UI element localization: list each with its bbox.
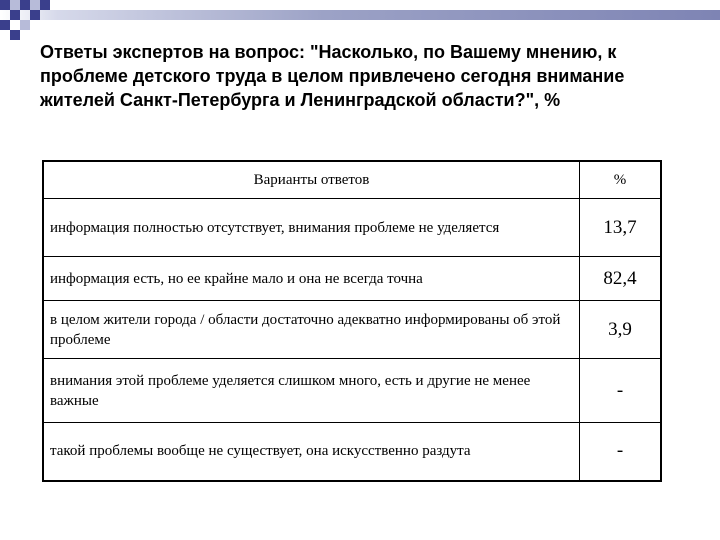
answer-cell: в целом жители города / области достаточно адекватно информированы об этой проблеме — [43, 301, 580, 359]
results-table — [42, 160, 662, 482]
table-row — [43, 423, 661, 481]
decor-square — [10, 0, 20, 10]
percent-cell: 3,9 — [580, 301, 662, 359]
percent-cell: 13,7 — [580, 199, 662, 257]
percent-cell: - — [580, 359, 662, 423]
decor-square — [30, 10, 40, 20]
decor-square — [0, 20, 10, 30]
answer-cell: такой проблемы вообще не существует, она искусственно раздута — [43, 423, 580, 481]
slide-title: Ответы экспертов на вопрос: "Насколько, по Вашему мнению, к проблеме детского труда в целом привлечено сегодня внимание жителей Санкт-Петербурга и Ленинградской области?", % — [40, 42, 625, 110]
table-row — [43, 199, 661, 257]
header-answer-options: Варианты ответов — [43, 161, 580, 199]
decor-square — [20, 20, 30, 30]
decor-gradient-bar — [0, 10, 720, 20]
percent-cell: - — [580, 423, 662, 481]
answer-cell: внимания этой проблеме уделяется слишком много, есть и другие не менее важные — [43, 359, 580, 423]
table-row — [43, 257, 661, 301]
header-percent: % — [580, 161, 662, 199]
table-row — [43, 359, 661, 423]
decor-square — [40, 0, 50, 10]
answer-cell: информация есть, но ее крайне мало и она не всегда точна — [43, 257, 580, 301]
decor-square — [10, 30, 20, 40]
answer-cell: информация полностью отсутствует, внимания проблеме не уделяется — [43, 199, 580, 257]
percent-cell: 82,4 — [580, 257, 662, 301]
decor-square — [20, 0, 30, 10]
decor-square — [0, 0, 10, 10]
decor-square — [30, 0, 40, 10]
table-row — [43, 301, 661, 359]
table-header-row — [43, 161, 661, 199]
decor-square — [10, 10, 20, 20]
